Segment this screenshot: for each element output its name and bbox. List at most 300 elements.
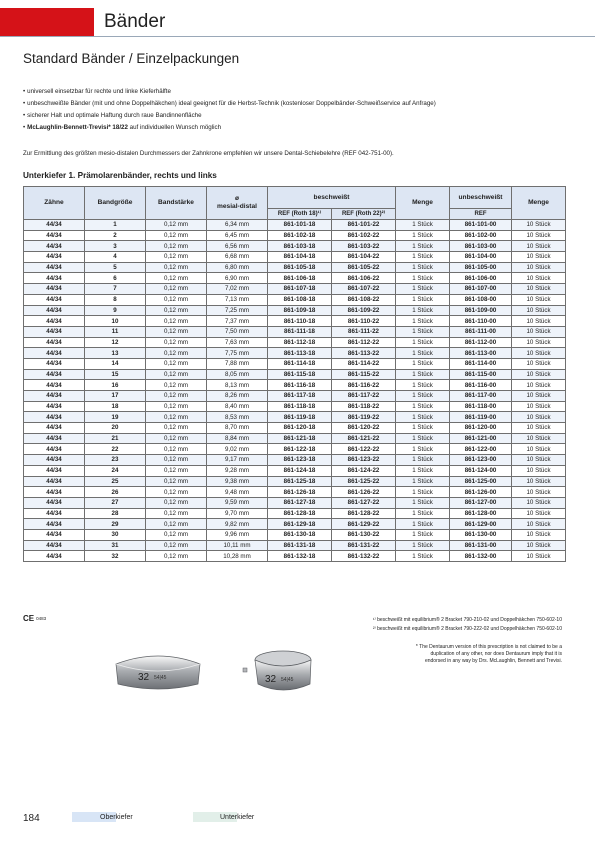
cell-ref-roth22: 861-126-22 bbox=[332, 487, 396, 498]
cell-thickness: 0,12 mm bbox=[146, 412, 207, 423]
cell-band-size: 16 bbox=[85, 380, 146, 391]
cell-ref-roth18: 861-103-18 bbox=[268, 241, 332, 252]
cell-quantity: 1 Stück bbox=[396, 305, 450, 316]
cell-band-size: 13 bbox=[85, 348, 146, 359]
cell-ref-unwelded: 861-126-00 bbox=[450, 487, 512, 498]
table-row bbox=[24, 358, 566, 369]
cell-quantity: 10 Stück bbox=[512, 294, 566, 305]
legend-label-lower-jaw: Unterkiefer bbox=[220, 814, 255, 821]
table-row bbox=[24, 262, 566, 273]
cell-ref-unwelded: 861-102-00 bbox=[450, 230, 512, 241]
feature-item: • unbeschweißte Bänder (mit und ohne Doppelhäkchen) ideal geeignet für die Herbst-Technik (kostenloser Doppelbänder-Schweißservice auf Anfrage) bbox=[23, 98, 436, 110]
trademark-disclaimer: * The Dentaurum version of this prescription is not claimed to be a duplication of any other, nor does Dentaurum imply that it is endorsed in any way by Drs. McLaughlin, Bennett and Trevisi. bbox=[415, 644, 562, 664]
footnote-roth18: ¹⁾ beschweißt mit equilibrium® 2 Bracket 790-210-02 und Doppelhäkchen 750-602-10 bbox=[372, 617, 562, 623]
table-row bbox=[24, 508, 566, 519]
cell-ref-roth18: 861-118-18 bbox=[268, 401, 332, 412]
cell-ref-unwelded: 861-110-00 bbox=[450, 316, 512, 327]
cell-band-size: 2 bbox=[85, 230, 146, 241]
cell-ref-unwelded: 861-120-00 bbox=[450, 423, 512, 434]
cell-diameter: 10,28 mm bbox=[207, 551, 268, 562]
cell-quantity: 10 Stück bbox=[512, 391, 566, 402]
page-number: 184 bbox=[23, 813, 40, 824]
cell-thickness: 0,12 mm bbox=[146, 273, 207, 284]
band-size-label: 32 bbox=[265, 674, 277, 685]
cell-thickness: 0,12 mm bbox=[146, 508, 207, 519]
page-title: Standard Bänder / Einzelpackungen bbox=[23, 51, 240, 66]
cell-diameter: 7,02 mm bbox=[207, 284, 268, 295]
band-tooth-label: 54|45 bbox=[281, 677, 294, 683]
cell-quantity: 10 Stück bbox=[512, 412, 566, 423]
cell-diameter: 6,68 mm bbox=[207, 252, 268, 263]
cell-band-size: 27 bbox=[85, 497, 146, 508]
cell-ref-roth18: 861-131-18 bbox=[268, 540, 332, 551]
cell-quantity: 1 Stück bbox=[396, 358, 450, 369]
col-header-quantity: Menge bbox=[512, 187, 566, 220]
cell-quantity: 10 Stück bbox=[512, 444, 566, 455]
cell-teeth: 44/34 bbox=[24, 380, 85, 391]
cell-quantity: 1 Stück bbox=[396, 508, 450, 519]
cell-band-size: 24 bbox=[85, 465, 146, 476]
cell-thickness: 0,12 mm bbox=[146, 252, 207, 263]
cell-ref-roth18: 861-124-18 bbox=[268, 465, 332, 476]
cell-ref-roth18: 861-102-18 bbox=[268, 230, 332, 241]
cell-ref-unwelded: 861-117-00 bbox=[450, 391, 512, 402]
cell-thickness: 0,12 mm bbox=[146, 241, 207, 252]
cell-quantity: 1 Stück bbox=[396, 348, 450, 359]
cell-teeth: 44/34 bbox=[24, 252, 85, 263]
cell-diameter: 8,05 mm bbox=[207, 369, 268, 380]
cell-quantity: 10 Stück bbox=[512, 401, 566, 412]
cell-quantity: 1 Stück bbox=[396, 476, 450, 487]
section-title: Bänder bbox=[104, 11, 166, 32]
cell-diameter: 8,40 mm bbox=[207, 401, 268, 412]
cell-quantity: 10 Stück bbox=[512, 369, 566, 380]
cell-quantity: 10 Stück bbox=[512, 262, 566, 273]
cell-diameter: 8,26 mm bbox=[207, 391, 268, 402]
cell-ref-unwelded: 861-130-00 bbox=[450, 529, 512, 540]
cell-thickness: 0,12 mm bbox=[146, 465, 207, 476]
cell-band-size: 20 bbox=[85, 423, 146, 434]
cell-teeth: 44/34 bbox=[24, 519, 85, 530]
cell-thickness: 0,12 mm bbox=[146, 540, 207, 551]
cell-ref-roth22: 861-132-22 bbox=[332, 551, 396, 562]
cell-band-size: 23 bbox=[85, 455, 146, 466]
band-image-front bbox=[108, 650, 208, 695]
cell-ref-roth18: 861-112-18 bbox=[268, 337, 332, 348]
cell-teeth: 44/34 bbox=[24, 412, 85, 423]
cell-diameter: 8,84 mm bbox=[207, 433, 268, 444]
cell-ref-roth22: 861-123-22 bbox=[332, 455, 396, 466]
cell-quantity: 10 Stück bbox=[512, 230, 566, 241]
cell-diameter: 6,34 mm bbox=[207, 220, 268, 231]
cell-band-size: 12 bbox=[85, 337, 146, 348]
cell-ref-roth18: 861-117-18 bbox=[268, 391, 332, 402]
cell-thickness: 0,12 mm bbox=[146, 284, 207, 295]
cell-quantity: 10 Stück bbox=[512, 326, 566, 337]
cell-band-size: 19 bbox=[85, 412, 146, 423]
table-row bbox=[24, 369, 566, 380]
cell-teeth: 44/34 bbox=[24, 508, 85, 519]
cell-quantity: 1 Stück bbox=[396, 401, 450, 412]
cell-ref-roth18: 861-108-18 bbox=[268, 294, 332, 305]
col-header-thickness: Bandstärke bbox=[146, 187, 207, 220]
feature-item: • McLaughlin-Bennett-Trevisi* 18/22 auf individuellen Wunsch möglich bbox=[23, 122, 436, 134]
cell-quantity: 1 Stück bbox=[396, 241, 450, 252]
cell-ref-roth18: 861-107-18 bbox=[268, 284, 332, 295]
table-row bbox=[24, 305, 566, 316]
cell-ref-roth18: 861-114-18 bbox=[268, 358, 332, 369]
cell-quantity: 10 Stück bbox=[512, 252, 566, 263]
cell-teeth: 44/34 bbox=[24, 455, 85, 466]
table-row bbox=[24, 337, 566, 348]
cell-quantity: 10 Stück bbox=[512, 358, 566, 369]
cell-band-size: 30 bbox=[85, 529, 146, 540]
cell-ref-roth18: 861-104-18 bbox=[268, 252, 332, 263]
band-tooth-label: 54|45 bbox=[154, 675, 167, 681]
cell-teeth: 44/34 bbox=[24, 230, 85, 241]
cell-quantity: 1 Stück bbox=[396, 294, 450, 305]
cell-teeth: 44/34 bbox=[24, 465, 85, 476]
cell-thickness: 0,12 mm bbox=[146, 433, 207, 444]
cell-ref-unwelded: 861-112-00 bbox=[450, 337, 512, 348]
cell-ref-roth22: 861-111-22 bbox=[332, 326, 396, 337]
table-row bbox=[24, 487, 566, 498]
table-row bbox=[24, 551, 566, 562]
cell-quantity: 10 Stück bbox=[512, 497, 566, 508]
cell-quantity: 10 Stück bbox=[512, 220, 566, 231]
table-row bbox=[24, 348, 566, 359]
cell-teeth: 44/34 bbox=[24, 497, 85, 508]
cell-ref-roth22: 861-119-22 bbox=[332, 412, 396, 423]
cell-ref-roth18: 861-119-18 bbox=[268, 412, 332, 423]
cell-ref-roth22: 861-121-22 bbox=[332, 433, 396, 444]
cell-quantity: 1 Stück bbox=[396, 540, 450, 551]
cell-ref-unwelded: 861-116-00 bbox=[450, 380, 512, 391]
cell-quantity: 1 Stück bbox=[396, 262, 450, 273]
cell-quantity: 10 Stück bbox=[512, 316, 566, 327]
cell-diameter: 8,70 mm bbox=[207, 423, 268, 434]
cell-thickness: 0,12 mm bbox=[146, 391, 207, 402]
cell-thickness: 0,12 mm bbox=[146, 358, 207, 369]
cell-quantity: 1 Stück bbox=[396, 337, 450, 348]
cell-ref-roth18: 861-110-18 bbox=[268, 316, 332, 327]
cell-ref-unwelded: 861-119-00 bbox=[450, 412, 512, 423]
cell-thickness: 0,12 mm bbox=[146, 316, 207, 327]
cell-ref-roth22: 861-114-22 bbox=[332, 358, 396, 369]
cell-ref-roth18: 861-123-18 bbox=[268, 455, 332, 466]
cell-band-size: 5 bbox=[85, 262, 146, 273]
cell-thickness: 0,12 mm bbox=[146, 401, 207, 412]
cell-thickness: 0,12 mm bbox=[146, 348, 207, 359]
feature-list bbox=[23, 86, 436, 134]
header-divider bbox=[0, 36, 595, 37]
cell-quantity: 10 Stück bbox=[512, 348, 566, 359]
table-row bbox=[24, 412, 566, 423]
cell-ref-unwelded: 861-121-00 bbox=[450, 433, 512, 444]
cell-band-size: 6 bbox=[85, 273, 146, 284]
measurement-note: Zur Ermittlung des größten mesio-distalen Durchmessers der Zahnkrone empfehlen wir unsere Dental-Schiebelehre (REF 042-751-00). bbox=[23, 150, 394, 157]
cell-quantity: 10 Stück bbox=[512, 508, 566, 519]
cell-ref-roth18: 861-122-18 bbox=[268, 444, 332, 455]
table-row bbox=[24, 273, 566, 284]
cell-thickness: 0,12 mm bbox=[146, 220, 207, 231]
cell-teeth: 44/34 bbox=[24, 433, 85, 444]
table-row bbox=[24, 380, 566, 391]
cell-thickness: 0,12 mm bbox=[146, 305, 207, 316]
cell-ref-unwelded: 861-114-00 bbox=[450, 358, 512, 369]
col-header-ref-roth18: REF (Roth 18)¹⁾ bbox=[268, 209, 332, 220]
cell-diameter: 9,59 mm bbox=[207, 497, 268, 508]
cell-quantity: 1 Stück bbox=[396, 220, 450, 231]
cell-ref-roth22: 861-108-22 bbox=[332, 294, 396, 305]
cell-thickness: 0,12 mm bbox=[146, 380, 207, 391]
cell-diameter: 7,63 mm bbox=[207, 337, 268, 348]
cell-ref-roth18: 861-130-18 bbox=[268, 529, 332, 540]
cell-quantity: 10 Stück bbox=[512, 455, 566, 466]
cell-thickness: 0,12 mm bbox=[146, 455, 207, 466]
cell-ref-roth22: 861-130-22 bbox=[332, 529, 396, 540]
cell-thickness: 0,12 mm bbox=[146, 423, 207, 434]
table-body bbox=[24, 220, 566, 562]
cell-quantity: 10 Stück bbox=[512, 487, 566, 498]
cell-ref-roth22: 861-113-22 bbox=[332, 348, 396, 359]
cell-ref-roth22: 861-127-22 bbox=[332, 497, 396, 508]
table-row bbox=[24, 497, 566, 508]
cell-ref-roth18: 861-116-18 bbox=[268, 380, 332, 391]
cell-thickness: 0,12 mm bbox=[146, 487, 207, 498]
cell-ref-roth18: 861-120-18 bbox=[268, 423, 332, 434]
feature-item: • sicherer Halt und optimale Haftung durch raue Bandinnenfläche bbox=[23, 110, 436, 122]
cell-quantity: 10 Stück bbox=[512, 241, 566, 252]
cell-ref-unwelded: 861-118-00 bbox=[450, 401, 512, 412]
cell-quantity: 1 Stück bbox=[396, 391, 450, 402]
cell-ref-roth22: 861-109-22 bbox=[332, 305, 396, 316]
cell-diameter: 9,82 mm bbox=[207, 519, 268, 530]
table-row bbox=[24, 326, 566, 337]
cell-ref-unwelded: 861-103-00 bbox=[450, 241, 512, 252]
table-row bbox=[24, 241, 566, 252]
cell-thickness: 0,12 mm bbox=[146, 444, 207, 455]
cell-quantity: 1 Stück bbox=[396, 316, 450, 327]
footnote-roth22: ²⁾ beschweißt mit equilibrium® 2 Bracket 790-222-02 und Doppelhäkchen 750-602-10 bbox=[372, 626, 562, 632]
cell-ref-roth22: 861-128-22 bbox=[332, 508, 396, 519]
cell-thickness: 0,12 mm bbox=[146, 551, 207, 562]
col-header-welded: beschweißt bbox=[268, 187, 396, 209]
cell-diameter: 9,96 mm bbox=[207, 529, 268, 540]
col-header-teeth: Zähne bbox=[24, 187, 85, 220]
cell-quantity: 1 Stück bbox=[396, 326, 450, 337]
table-row bbox=[24, 294, 566, 305]
cell-ref-roth18: 861-127-18 bbox=[268, 497, 332, 508]
cell-quantity: 10 Stück bbox=[512, 337, 566, 348]
table-row bbox=[24, 433, 566, 444]
cell-quantity: 10 Stück bbox=[512, 551, 566, 562]
cell-quantity: 1 Stück bbox=[396, 252, 450, 263]
cell-thickness: 0,12 mm bbox=[146, 326, 207, 337]
cell-quantity: 1 Stück bbox=[396, 444, 450, 455]
table-row bbox=[24, 316, 566, 327]
cell-teeth: 44/34 bbox=[24, 262, 85, 273]
cell-thickness: 0,12 mm bbox=[146, 476, 207, 487]
cell-teeth: 44/34 bbox=[24, 305, 85, 316]
cell-quantity: 1 Stück bbox=[396, 369, 450, 380]
cell-band-size: 1 bbox=[85, 220, 146, 231]
cell-teeth: 44/34 bbox=[24, 540, 85, 551]
cell-band-size: 31 bbox=[85, 540, 146, 551]
cell-ref-roth22: 861-118-22 bbox=[332, 401, 396, 412]
col-header-unwelded: unbeschweißt bbox=[450, 187, 512, 209]
cell-ref-roth18: 861-129-18 bbox=[268, 519, 332, 530]
cell-ref-unwelded: 861-106-00 bbox=[450, 273, 512, 284]
cell-teeth: 44/34 bbox=[24, 326, 85, 337]
cell-band-size: 15 bbox=[85, 369, 146, 380]
cell-ref-roth22: 861-112-22 bbox=[332, 337, 396, 348]
table-row bbox=[24, 444, 566, 455]
cell-teeth: 44/34 bbox=[24, 476, 85, 487]
cell-teeth: 44/34 bbox=[24, 273, 85, 284]
table-row bbox=[24, 423, 566, 434]
cell-band-size: 3 bbox=[85, 241, 146, 252]
cell-thickness: 0,12 mm bbox=[146, 497, 207, 508]
cell-teeth: 44/34 bbox=[24, 241, 85, 252]
section-color-tab bbox=[0, 8, 94, 36]
cell-quantity: 1 Stück bbox=[396, 230, 450, 241]
cell-quantity: 1 Stück bbox=[396, 497, 450, 508]
cell-band-size: 11 bbox=[85, 326, 146, 337]
cell-quantity: 1 Stück bbox=[396, 519, 450, 530]
table-row bbox=[24, 519, 566, 530]
cell-teeth: 44/34 bbox=[24, 220, 85, 231]
cell-diameter: 9,38 mm bbox=[207, 476, 268, 487]
cell-ref-roth18: 861-132-18 bbox=[268, 551, 332, 562]
band-size-label: 32 bbox=[138, 672, 150, 683]
cell-quantity: 10 Stück bbox=[512, 423, 566, 434]
table-row bbox=[24, 465, 566, 476]
feature-item: • universell einsetzbar für rechte und linke Kieferhälfte bbox=[23, 86, 436, 98]
cell-diameter: 7,25 mm bbox=[207, 305, 268, 316]
cell-diameter: 6,90 mm bbox=[207, 273, 268, 284]
cell-quantity: 10 Stück bbox=[512, 519, 566, 530]
cell-band-size: 8 bbox=[85, 294, 146, 305]
cell-diameter: 9,17 mm bbox=[207, 455, 268, 466]
cell-quantity: 1 Stück bbox=[396, 380, 450, 391]
cell-ref-roth22: 861-124-22 bbox=[332, 465, 396, 476]
cell-ref-unwelded: 861-132-00 bbox=[450, 551, 512, 562]
cell-quantity: 1 Stück bbox=[396, 551, 450, 562]
cell-thickness: 0,12 mm bbox=[146, 262, 207, 273]
table-row bbox=[24, 252, 566, 263]
cell-ref-roth18: 861-113-18 bbox=[268, 348, 332, 359]
cell-quantity: 10 Stück bbox=[512, 273, 566, 284]
cell-band-size: 7 bbox=[85, 284, 146, 295]
cell-diameter: 6,45 mm bbox=[207, 230, 268, 241]
cell-band-size: 29 bbox=[85, 519, 146, 530]
cell-teeth: 44/34 bbox=[24, 369, 85, 380]
cell-ref-roth18: 861-105-18 bbox=[268, 262, 332, 273]
cell-ref-unwelded: 861-129-00 bbox=[450, 519, 512, 530]
cell-diameter: 9,70 mm bbox=[207, 508, 268, 519]
cell-ref-unwelded: 861-124-00 bbox=[450, 465, 512, 476]
cell-quantity: 1 Stück bbox=[396, 284, 450, 295]
cell-diameter: 9,48 mm bbox=[207, 487, 268, 498]
col-header-ref: REF bbox=[450, 209, 512, 220]
cell-ref-unwelded: 861-125-00 bbox=[450, 476, 512, 487]
table-row bbox=[24, 455, 566, 466]
cell-ref-unwelded: 861-122-00 bbox=[450, 444, 512, 455]
cell-ref-roth22: 861-125-22 bbox=[332, 476, 396, 487]
cell-quantity: 10 Stück bbox=[512, 380, 566, 391]
cell-ref-roth18: 861-125-18 bbox=[268, 476, 332, 487]
cell-ref-unwelded: 861-105-00 bbox=[450, 262, 512, 273]
cell-ref-roth22: 861-131-22 bbox=[332, 540, 396, 551]
cell-ref-unwelded: 861-109-00 bbox=[450, 305, 512, 316]
cell-ref-roth22: 861-105-22 bbox=[332, 262, 396, 273]
cell-band-size: 17 bbox=[85, 391, 146, 402]
cell-ref-roth22: 861-117-22 bbox=[332, 391, 396, 402]
cell-ref-unwelded: 861-108-00 bbox=[450, 294, 512, 305]
cell-band-size: 4 bbox=[85, 252, 146, 263]
cell-ref-roth22: 861-102-22 bbox=[332, 230, 396, 241]
table-row bbox=[24, 391, 566, 402]
cell-diameter: 9,02 mm bbox=[207, 444, 268, 455]
cell-quantity: 10 Stück bbox=[512, 540, 566, 551]
cell-teeth: 44/34 bbox=[24, 529, 85, 540]
table-row bbox=[24, 401, 566, 412]
cell-ref-roth22: 861-103-22 bbox=[332, 241, 396, 252]
cell-ref-roth18: 861-121-18 bbox=[268, 433, 332, 444]
cell-teeth: 44/34 bbox=[24, 358, 85, 369]
diameter-symbol: ø bbox=[234, 195, 240, 202]
table-row bbox=[24, 220, 566, 231]
bands-table bbox=[23, 186, 566, 562]
cell-ref-unwelded: 861-101-00 bbox=[450, 220, 512, 231]
band-image-angled bbox=[240, 646, 320, 696]
cell-ref-unwelded: 861-107-00 bbox=[450, 284, 512, 295]
cell-thickness: 0,12 mm bbox=[146, 369, 207, 380]
cell-ref-unwelded: 861-127-00 bbox=[450, 497, 512, 508]
col-header-quantity: Menge bbox=[396, 187, 450, 220]
cell-ref-roth22: 861-104-22 bbox=[332, 252, 396, 263]
cell-diameter: 8,13 mm bbox=[207, 380, 268, 391]
diameter-label: mesial-distal bbox=[217, 203, 257, 210]
cell-ref-roth22: 861-116-22 bbox=[332, 380, 396, 391]
cell-thickness: 0,12 mm bbox=[146, 519, 207, 530]
cell-thickness: 0,12 mm bbox=[146, 230, 207, 241]
cell-band-size: 26 bbox=[85, 487, 146, 498]
table-row bbox=[24, 540, 566, 551]
cell-thickness: 0,12 mm bbox=[146, 529, 207, 540]
cell-ref-roth22: 861-107-22 bbox=[332, 284, 396, 295]
cell-ref-roth18: 861-109-18 bbox=[268, 305, 332, 316]
cell-quantity: 1 Stück bbox=[396, 465, 450, 476]
cell-ref-roth18: 861-106-18 bbox=[268, 273, 332, 284]
cell-quantity: 1 Stück bbox=[396, 529, 450, 540]
cell-teeth: 44/34 bbox=[24, 551, 85, 562]
cell-teeth: 44/34 bbox=[24, 391, 85, 402]
cell-band-size: 9 bbox=[85, 305, 146, 316]
cell-teeth: 44/34 bbox=[24, 294, 85, 305]
cell-thickness: 0,12 mm bbox=[146, 294, 207, 305]
cell-ref-roth18: 861-115-18 bbox=[268, 369, 332, 380]
col-header-diameter bbox=[207, 187, 268, 220]
cell-ref-unwelded: 861-115-00 bbox=[450, 369, 512, 380]
cell-teeth: 44/34 bbox=[24, 337, 85, 348]
cell-ref-roth22: 861-110-22 bbox=[332, 316, 396, 327]
cell-ref-roth22: 861-106-22 bbox=[332, 273, 396, 284]
cell-ref-roth22: 861-101-22 bbox=[332, 220, 396, 231]
cell-quantity: 10 Stück bbox=[512, 305, 566, 316]
cell-quantity: 10 Stück bbox=[512, 465, 566, 476]
